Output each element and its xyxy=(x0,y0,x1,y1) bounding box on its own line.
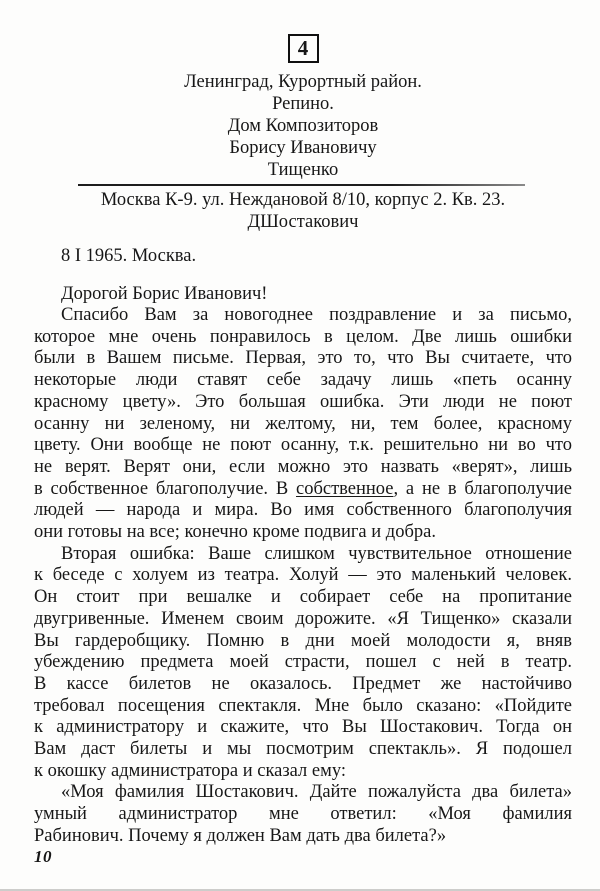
salutation: Дорогой Борис Иванович! xyxy=(61,284,268,304)
recipient-line: Тищенко xyxy=(267,160,339,180)
letter-line: двугривенные. Именем своим дорожите. «Я Тищенко» сказали xyxy=(34,608,572,629)
dateline: 8 I 1965. Москва. xyxy=(61,246,197,266)
letter-line: цвету. Они вообще не поют осанну, т.к. решительно ни во что xyxy=(34,435,572,456)
page-number: 10 xyxy=(34,847,52,866)
sender-line: Москва К-9. ул. Неждановой 8/10, корпус 2. Кв. 23. xyxy=(100,190,506,210)
letter-line: людей — народа и мира. Во имя собственного благополучия xyxy=(34,500,572,521)
paragraph-3 xyxy=(34,782,572,847)
letter-line: Вторая ошибка: Ваше слишком чувствительное отношение xyxy=(61,543,572,564)
letter-number-box xyxy=(288,34,319,63)
letter-line: некоторые люди ставят себе задачу лишь «петь осанну xyxy=(34,370,572,391)
recipient-line: Ленинград, Курортный район. xyxy=(184,72,422,92)
letter-line: Вы гардеробщику. Помню в дни моей молодости я, вняв xyxy=(34,630,572,651)
letter-line: требовал посещения спектакля. Мне было сказано: «Пойдите xyxy=(34,695,572,716)
letter-line: убеждению предмета моей страсти, пошел с ней в театр. xyxy=(34,652,572,673)
sender-signature: ДШостакович xyxy=(247,212,359,232)
letter-line: Вам даст билеты и мы посмотрим спектакль». Я подошел xyxy=(34,739,572,760)
recipient-address xyxy=(34,71,572,181)
letter-line: они готовы на все; конечно кроме подвига и добра. xyxy=(34,522,436,543)
letter-line: к администратору и скажите, что Вы Шостакович. Тогда он xyxy=(34,717,572,738)
paragraph-2 xyxy=(34,544,572,783)
letter-line: были в Вашем письме. Первая, это то, что Вы считаете, что xyxy=(34,348,572,369)
sender-address xyxy=(34,189,572,233)
letter-line-with-underline xyxy=(34,479,572,501)
line-segment: в собственное благополучие. В xyxy=(34,478,296,499)
letter-line: В кассе билетов не оказалось. Предмет же настойчиво xyxy=(34,673,572,694)
letter-line: «Моя фамилия Шостакович. Дайте пожалуйста два билета» xyxy=(61,782,572,803)
letter-line: к окошку администратора и сказал ему: xyxy=(34,760,346,781)
letter-line: Рабинович. Почему я должен Вам дать два билета?» xyxy=(34,825,447,846)
letter-line: умный администратор мне ответил: «Моя фамилия xyxy=(34,804,572,825)
address-divider-rule xyxy=(78,184,525,186)
line-segment: , а не в благополучие xyxy=(393,478,572,499)
underlined-word: собственное xyxy=(296,478,394,499)
letter-line: к беседе с холуем из театра. Холуй — это маленький человек. xyxy=(34,565,572,586)
letter-line: осанну ни зеленому, ни желтому, ни, тем более, красному xyxy=(34,413,572,434)
letter-number: 4 xyxy=(297,36,309,60)
paragraph-1 xyxy=(34,305,572,544)
letter-line: которое мне очень понравилось в целом. Две лишь ошибки xyxy=(34,326,572,347)
recipient-line: Дом Композиторов xyxy=(227,116,379,136)
letter-line: не верят. Верят они, если можно это назвать «верят», лишь xyxy=(34,456,572,477)
letter-line: красному цвету». Это большая ошибка. Эти люди не поют xyxy=(34,391,572,412)
letter-line: Спасибо Вам за новогоднее поздравление и за письмо, xyxy=(61,305,572,325)
recipient-line: Репино. xyxy=(272,94,334,114)
letter-line: Он стоит при вешалке и собирает себе на пропитание xyxy=(34,587,572,608)
recipient-line: Борису Ивановичу xyxy=(229,138,377,158)
